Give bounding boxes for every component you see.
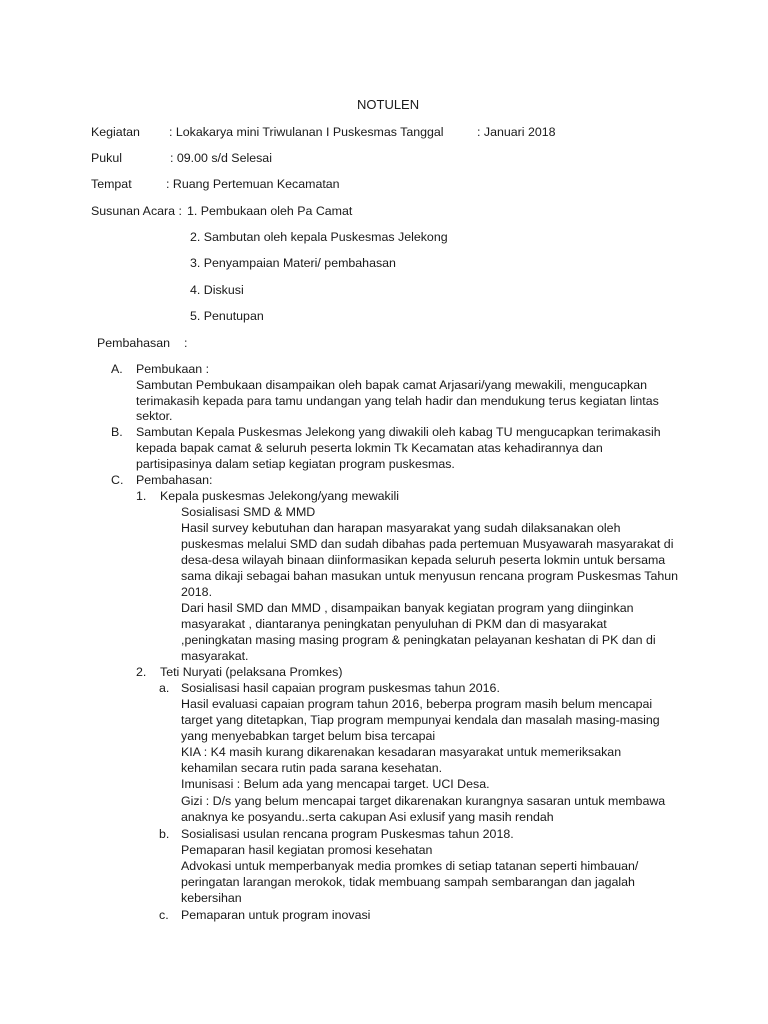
tempat-label: Tempat [91,177,132,191]
susunan-acara-label: Susunan Acara : [91,204,182,218]
section-a-line: sektor. [136,409,173,423]
sub-c-line: Pemaparan untuk program inovasi [181,908,371,922]
item-1-line: ,peningkatan masing masing program & peningkatan pelayanan keshatan di PK dan di [181,633,656,647]
pukul-value: : 09.00 s/d Selesai [170,151,272,165]
sub-a-line: Imunisasi : Belum ada yang mencapai target. UCI Desa. [181,777,490,791]
pukul-label: Pukul [91,151,122,165]
item-1-line: desa-desa wilayah binaan diinformasikan kepada seluruh peserta lokmin untuk bersama [181,553,666,567]
sub-a-line: Sosialisasi hasil capaian program puskesmas tahun 2016. [181,681,500,695]
item-1-line: Sosialisasi SMD & MMD [181,505,316,519]
sub-b-line: Advokasi untuk memperbanyak media promkes di setiap tatanan seperti himbauan/ [181,859,639,873]
sub-b-line: Sosialisasi usulan rencana program Puskesmas tahun 2018. [181,827,514,841]
section-a-line: terimakasih kepada para tamu undangan yang telah hadir dan mendukung terus kegiatan lintas [136,394,659,408]
sub-c-marker: c. [159,908,169,922]
item-1-line: 2018. [181,585,213,599]
agenda-item: 1. Pembukaan oleh Pa Camat [187,204,353,218]
sub-b-marker: b. [159,827,170,841]
item-1-line: masyarakat , diantaranya peningkatan penyuluhan di PKM dan di masyarakat [181,617,607,631]
section-b-line: Sambutan Kepala Puskesmas Jelekong yang diwakili oleh kabag TU mengucapkan terimakasih [136,425,661,439]
sub-a-line: Hasil evaluasi capaian program tahun 2016, beberpa program masih belum mencapai [181,697,653,711]
pembahasan-colon: : [184,336,188,350]
item-1-line: Dari hasil SMD dan MMD , disampaikan banyak kegiatan program yang diinginkan [181,601,634,615]
item-2-heading: Teti Nuryati (pelaksana Promkes) [160,665,343,679]
item-1-heading: Kepala puskesmas Jelekong/yang mewakili [160,489,399,503]
kegiatan-label: Kegiatan [91,125,140,139]
tempat-value: : Ruang Pertemuan Kecamatan [166,177,340,191]
kegiatan-value: : Lokakarya mini Triwulanan I Puskesmas Tanggal [169,125,444,139]
sub-a-line: kehamilan secara rutin pada sarana kesehatan. [181,761,443,775]
section-a-marker: A. [111,362,123,376]
section-b-line: partisipasinya dalam setiap kegiatan program puskesmas. [136,457,455,471]
document-title: NOTULEN [357,97,420,112]
section-b-marker: B. [111,425,123,439]
sub-b-line: Pemaparan hasil kegiatan promosi kesehatan [181,843,433,857]
section-b-line: kepada bapak camat & seluruh peserta lokmin Tk Kecamatan atas kehadirannya dan [136,441,603,455]
item-1-line: Hasil survey kebutuhan dan harapan masyarakat yang sudah dilaksanakan oleh [181,521,621,535]
sub-a-line: yang menyebabkan target belum bisa tercapai [181,729,436,743]
sub-a-line: Gizi : D/s yang belum mencapai target dikarenakan kurangnya sasaran untuk membawa [181,794,666,808]
sub-b-line: peringatan larangan merokok, tidak membuang sampah sembarangan dan jagalah [181,875,635,889]
agenda-item: 5. Penutupan [190,309,264,323]
pembahasan-label: Pembahasan [97,336,171,350]
section-c-heading: Pembahasan: [136,473,213,487]
section-c-marker: C. [111,473,124,487]
sub-a-marker: a. [159,681,170,695]
sub-a-line: anaknya ke posyandu..serta cakupan Asi exlusif yang masih rendah [181,810,554,824]
agenda-item: 3. Penyampaian Materi/ pembahasan [190,256,396,270]
section-a-heading: Pembukaan : [136,362,210,376]
item-2-marker: 2. [136,665,147,679]
sub-a-line: KIA : K4 masih kurang dikarenakan kesadaran masyarakat untuk memeriksakan [181,745,622,759]
item-1-line: sama dikaji sebagai bahan masukan untuk menyusun rencana program Puskesmas Tahun [181,569,679,583]
sub-a-line: target yang ditetapkan, Tiap program mempunyai kendala dan masalah masing-masing [181,713,660,727]
section-a-line: Sambutan Pembukaan disampaikan oleh bapak camat Arjasari/yang mewakili, mengucapkan [136,378,648,392]
item-1-marker: 1. [136,489,147,503]
item-1-line: puskesmas melalui SMD dan sudah dibahas pada pertemuan Musyawarah masyarakat di [181,537,674,551]
item-1-line: masyarakat. [181,649,249,663]
sub-b-line: kebersihan [181,891,242,905]
agenda-item: 4. Diskusi [190,283,244,297]
agenda-item: 2. Sambutan oleh kepala Puskesmas Jelekong [190,230,448,244]
kegiatan-date: : Januari 2018 [477,125,556,139]
